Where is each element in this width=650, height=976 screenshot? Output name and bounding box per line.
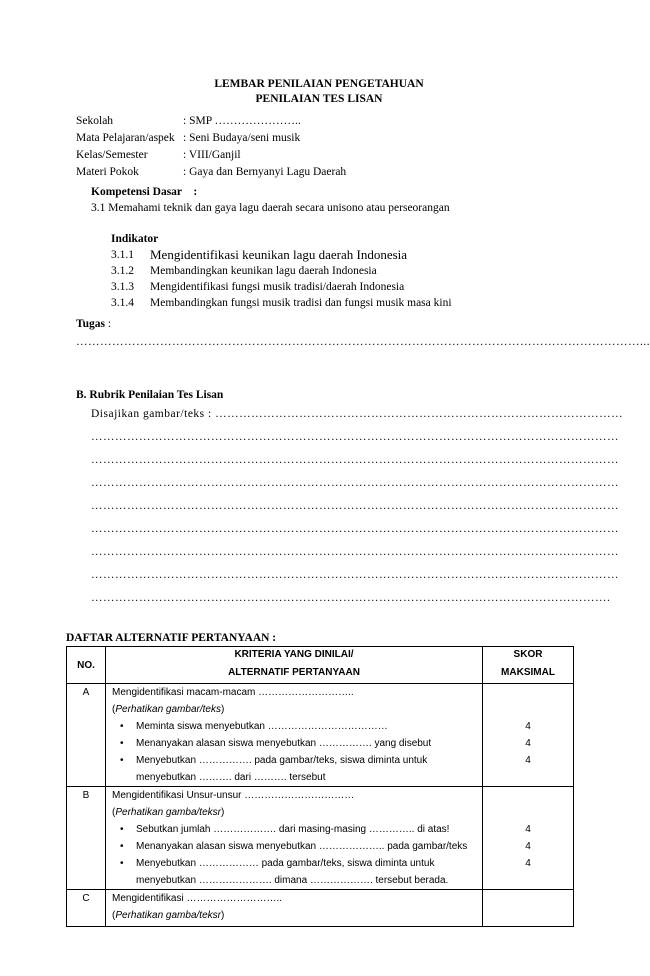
indikator-heading: Indikator [111,233,159,245]
col-kriteria-line2: ALTERNATIF PERTANYAAN [228,667,360,678]
row-no [67,787,106,890]
row-skor [483,890,574,927]
rubrik-line: …………………………………………………………………………………………………………………… [91,431,619,443]
row-score: 4 [525,841,531,852]
rubrik-line: …………………………………………………………………………………………………………………… [91,569,619,581]
row-sub-italic: Perhatikan gamba/teksr [115,807,221,818]
info-label-kelas: Kelas/Semester [76,149,148,161]
row-bullet: • Meminta siswa menyebutkan ……………………………… [106,718,482,735]
row-bullet: • Menyebutkan ……………… pada gambar/teks, siswa diminta untuk [106,855,482,872]
row-bullet: • Menyebutkan ……………. pada gambar/teks, siswa diminta untuk [106,752,482,769]
row-score: 4 [525,721,531,732]
table-row [67,890,574,927]
row-no-text: B [82,790,90,801]
row-bullet: • Menanyakan alasan siswa menyebutkan ……………….. pada gambar/teks [106,838,482,855]
info-label-sekolah: Sekolah [76,115,114,127]
row-bullet: • Menanyakan alasan siswa menyebutkan ……………. yang disebut [106,735,482,752]
indikator-num: 3.1.3 [111,281,134,293]
row-bullet-continuation: menyebutkan ………. dari ………. tersebut [136,772,326,783]
info-value-kelas: : VIII/Ganjil [183,149,241,161]
info-label-materi: Materi Pokok [76,166,139,178]
col-skor-line2: MAKSIMAL [501,667,555,678]
doc-subtitle: PENILAIAN TES LISAN [255,93,383,105]
indikator-text: Mengidentifikasi fungsi musik tradisi/daerah Indonesia [150,281,405,293]
row-sub: (Perhatikan gambar/teks) [112,704,225,715]
rubrik-first-line: Disajikan gambar/teks : ………………………………………………………………………………………… [91,408,624,420]
col-skor-line1: SKOR [513,649,543,660]
row-kriteria [106,890,483,927]
kd-heading: Kompetensi Dasar : [91,186,198,198]
row-skor [483,684,574,787]
row-bullet: • Sebutkan jumlah ………………. dari masing-masing ………….. di atas! [106,821,482,838]
indikator-num: 3.1.2 [111,265,134,277]
row-kriteria [106,684,483,787]
tugas-label: Tugas [76,318,105,330]
info-value-sekolah: : SMP ………………….. [183,115,301,127]
row-title: Mengidentifikasi macam-macam ……………………….. [112,687,354,698]
indikator-num: 3.1.4 [111,297,134,309]
tugas-label-row [76,318,111,330]
indikator-num: 3.1.1 [111,249,134,261]
row-skor [483,787,574,890]
info-value-mapel: : Seni Budaya/seni musik [183,132,301,144]
table-row [67,684,574,787]
row-score: 4 [525,858,531,869]
rubrik-line: …………………………………………………………………………………………………………………… [91,454,619,466]
row-score: 4 [525,755,531,766]
row-score: 4 [525,824,531,835]
row-no-text: A [82,687,90,698]
col-kriteria-header [106,647,483,684]
info-label-mapel: Mata Pelajaran/aspek [76,132,175,144]
row-title: Mengidentifikasi ……………………….. [112,893,283,904]
row-sub-italic: Perhatikan gamba/teksr [115,910,221,921]
tugas-colon: : [105,318,112,330]
daftar-heading: DAFTAR ALTERNATIF PERTANYAAN : [66,632,277,644]
rubrik-line: …………………………………………………………………………………………………………………. [91,592,611,604]
doc-title: LEMBAR PENILAIAN PENGETAHUAN [214,78,424,90]
rubrik-line: …………………………………………………………………………………………………………………… [91,477,619,489]
tugas-answer-line: ……………………………………………………………………………………………………………………………... [76,336,650,348]
rubrik-line: …………………………………………………………………………………………………………………… [91,500,619,512]
kd-text: 3.1 Memahami teknik dan gaya lagu daerah secara unisono atau perseorangan [91,202,450,214]
rubrik-line: …………………………………………………………………………………………………………………… [91,546,619,558]
row-kriteria [106,787,483,890]
row-no [67,684,106,787]
col-kriteria-line1: KRITERIA YANG DINILAI/ [234,649,354,660]
indikator-text: Mengidentifikasi keunikan lagu daerah Indonesia [150,247,408,262]
info-value-materi: : Gaya dan Bernyanyi Lagu Daerah [183,166,347,178]
indikator-text: Membandingkan keunikan lagu daerah Indonesia [150,265,377,277]
rubric-table [66,646,574,927]
row-bullet-continuation: menyebutkan …………………. dimana ………………. tersebut berada. [136,875,449,886]
row-no-text: C [82,893,90,904]
indikator-text: Membandingkan fungsi musik tradisi dan fungsi musik masa kini [150,297,452,309]
row-no [67,890,106,927]
col-skor-header [483,647,574,684]
rubrik-heading: B. Rubrik Penilaian Tes Lisan [76,389,224,401]
row-score: 4 [525,738,531,749]
row-sub-italic: Perhatikan gambar/teks [115,704,221,715]
row-title: Mengidentifikasi Unsur-unsur …………………………… [112,790,355,801]
table-header-row [67,647,574,684]
table-row [67,787,574,890]
row-sub: (Perhatikan gamba/teksr) [112,807,225,818]
row-sub: (Perhatikan gamba/teksr) [112,910,225,921]
rubrik-line: …………………………………………………………………………………………………………………… [91,523,619,535]
col-no-header: NO. [67,647,106,684]
